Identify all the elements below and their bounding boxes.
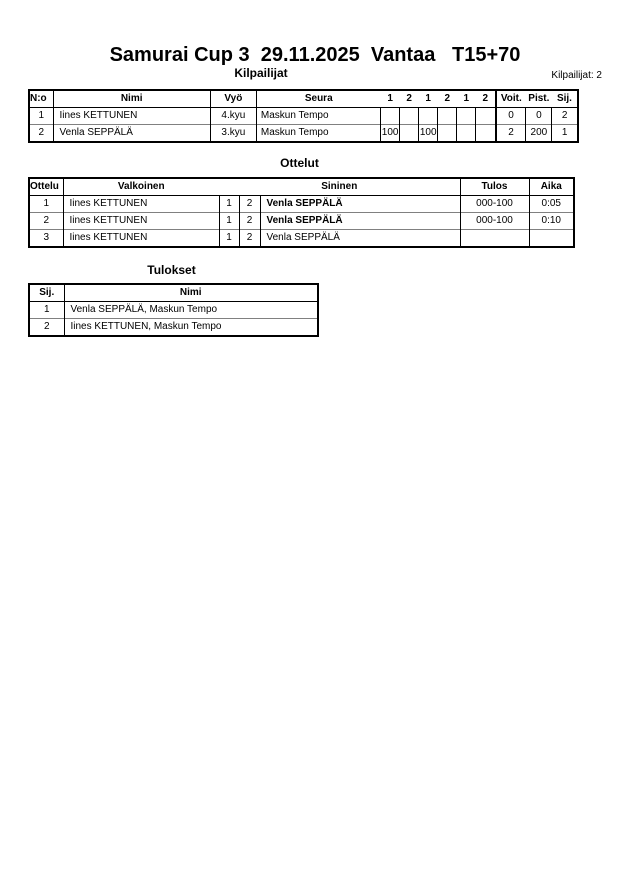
- cell-round-2: 2: [239, 230, 260, 247]
- header-time: Aika: [529, 179, 573, 196]
- header-score-5: 1: [457, 91, 476, 108]
- competitor-count-label: Kilpailijat: 2: [551, 70, 602, 81]
- header-wins: Voit.: [496, 91, 526, 108]
- header-place: Sij.: [552, 91, 577, 108]
- cell-score: 100: [381, 125, 400, 142]
- cell-result: [460, 230, 529, 247]
- header-belt: Vyö: [210, 91, 256, 108]
- cell-score: [457, 125, 476, 142]
- header-score-4: 2: [438, 91, 457, 108]
- cell-match-no: 1: [30, 196, 63, 213]
- cell-time: 0:10: [529, 213, 573, 230]
- cell-round-1: 1: [219, 213, 239, 230]
- header-score-6: 2: [476, 91, 496, 108]
- result-row: [30, 319, 317, 336]
- cell-round-2: 2: [239, 196, 260, 213]
- cell-score: [381, 108, 400, 125]
- header-name: Nimi: [64, 285, 317, 302]
- matches-table: [30, 179, 573, 246]
- header-score-3: 1: [419, 91, 438, 108]
- cell-place: 1: [552, 125, 577, 142]
- header-result: Tulos: [460, 179, 529, 196]
- header-place: Sij.: [30, 285, 64, 302]
- cell-score: [476, 108, 496, 125]
- competitor-row: [30, 108, 577, 125]
- cell-blue-name: Venla SEPPÄLÄ: [260, 213, 460, 230]
- cell-round-2: 2: [239, 213, 260, 230]
- header-blue: Sininen: [219, 179, 460, 196]
- header-white: Valkoinen: [63, 179, 219, 196]
- competitors-heading: Kilpailijat: [234, 66, 288, 80]
- cell-name: Venla SEPPÄLÄ: [53, 125, 210, 142]
- cell-no: 2: [30, 125, 53, 142]
- cell-place: 1: [30, 302, 64, 319]
- cell-belt: 4.kyu: [210, 108, 256, 125]
- header-score-1: 1: [381, 91, 400, 108]
- competitors-table-wrapper: [28, 89, 579, 143]
- match-row: [30, 213, 573, 230]
- competitors-header-row: [30, 91, 577, 108]
- competitor-row: [30, 125, 577, 142]
- matches-table-wrapper: [28, 177, 575, 248]
- match-row: [30, 230, 573, 247]
- cell-round-1: 1: [219, 230, 239, 247]
- header-no: N:o: [30, 91, 53, 108]
- cell-wins: 2: [496, 125, 526, 142]
- cell-points: 200: [526, 125, 552, 142]
- cell-result: 000-100: [460, 213, 529, 230]
- matches-header-row: [30, 179, 573, 196]
- results-table: [30, 285, 317, 335]
- cell-score: [419, 108, 438, 125]
- competitors-table: [30, 91, 577, 141]
- cell-place: 2: [30, 319, 64, 336]
- cell-white-name: Iines KETTUNEN: [63, 213, 219, 230]
- cell-score: [438, 108, 457, 125]
- results-heading: Tulokset: [147, 263, 196, 277]
- cell-match-no: 3: [30, 230, 63, 247]
- cell-time: [529, 230, 573, 247]
- cell-place: 2: [561, 110, 568, 121]
- cell-blue-name: Venla SEPPÄLÄ: [260, 230, 460, 247]
- cell-round-1: 1: [219, 196, 239, 213]
- header-name: Nimi: [53, 91, 210, 108]
- match-row: [30, 196, 573, 213]
- cell-score: [438, 125, 457, 142]
- results-header-row: [30, 285, 317, 302]
- cell-club: Maskun Tempo: [256, 125, 380, 142]
- header-club: Seura: [256, 91, 380, 108]
- cell-wins: 0: [496, 108, 526, 125]
- cell-result: 000-100: [460, 196, 529, 213]
- cell-blue-name: Venla SEPPÄLÄ: [260, 196, 460, 213]
- cell-score: [400, 125, 419, 142]
- results-table-wrapper: [28, 283, 319, 337]
- page-title: Samurai Cup 3 29.11.2025 Vantaa T15+70: [109, 44, 521, 66]
- cell-name: Venla SEPPÄLÄ, Maskun Tempo: [70, 304, 218, 315]
- cell-belt: 3.kyu: [210, 125, 256, 142]
- cell-score: [476, 125, 496, 142]
- cell-white-name: Iines KETTUNEN: [63, 196, 219, 213]
- cell-name: Iines KETTUNEN, Maskun Tempo: [64, 319, 317, 336]
- header-match: Ottelu: [30, 179, 63, 196]
- cell-score: [457, 108, 476, 125]
- matches-heading: Ottelut: [280, 156, 319, 170]
- cell-score: [400, 108, 419, 125]
- cell-name: Iines KETTUNEN: [53, 108, 210, 125]
- result-row: [30, 302, 317, 319]
- header-score-2: 2: [400, 91, 419, 108]
- cell-score: 100: [419, 125, 438, 142]
- header-points: Pist.: [526, 91, 552, 108]
- cell-white-name: Iines KETTUNEN: [63, 230, 219, 247]
- cell-points: 0: [526, 108, 552, 125]
- cell-match-no: 2: [30, 213, 63, 230]
- cell-no: 1: [30, 108, 53, 125]
- cell-time: 0:05: [541, 198, 561, 209]
- cell-club: Maskun Tempo: [256, 108, 380, 125]
